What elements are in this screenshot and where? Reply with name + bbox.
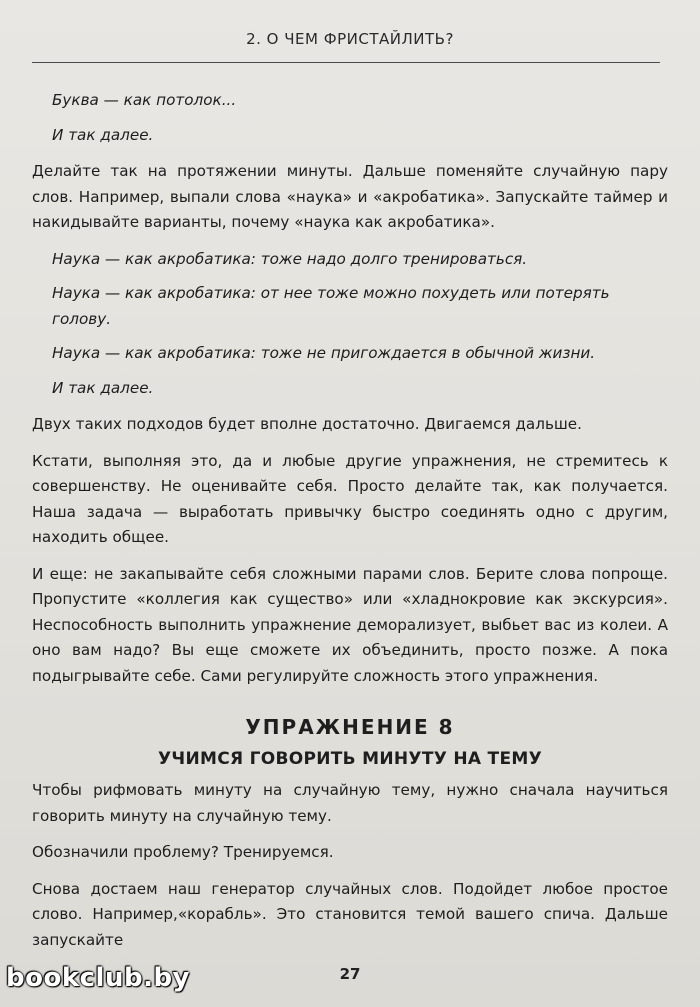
running-header: 2. О ЧЕМ ФРИСТАЙЛИТЬ? xyxy=(246,30,454,48)
example-line: И так далее. xyxy=(52,125,154,144)
example-line: Наука — как акробатика: от нее тоже можно похудеть или потерять голову. xyxy=(52,284,610,328)
example-line: И так далее. xyxy=(52,378,154,397)
paragraph: Чтобы рифмовать минуту на случайную тему, нужно сначала научиться говорить минуту на случайную тему. xyxy=(32,781,668,825)
example-line: Наука — как акробатика: тоже не пригождается в обычной жизни. xyxy=(52,344,596,362)
paragraph: Кстати, выполняя это, да и любые другие упражнения, не стремитесь к совершенству. Не оценивайте себя. Просто делайте так, как получается. Наша задача — выработать привычку быстро соединять одно с другим, находить общее. xyxy=(32,451,668,546)
page-content xyxy=(32,88,668,964)
watermark-logo: bookclub.by xyxy=(6,963,191,993)
paragraph: Двух таких подходов будет вполне достаточно. Двигаемся дальше. xyxy=(32,415,582,433)
example-line: Наука — как акробатика: тоже надо долго тренироваться. xyxy=(52,249,528,268)
paragraph: Снова достаем наш генератор случайных слов. Подойдет любое простое слово. Например,«корабль». Это становится темой вашего спича. Дальше запускайте xyxy=(32,879,668,949)
paragraph: Обозначили проблему? Тренируемся. xyxy=(32,843,334,861)
exercise-heading: УПРАЖНЕНИЕ 8 xyxy=(245,715,455,739)
page-number: 27 xyxy=(339,965,361,983)
paragraph: И еще: не закапывайте себя сложными парами слов. Берите слова попроще. Пропустите «коллегия как существо» или «хладнокровие как экскурсия». Неспособность выполнить упражнение деморализует, выбьет вас из колеи. А оно вам надо? Вы еще сможете их объединить, просто позже. А пока подыгрывайте себе. Сами регулируйте сложность этого упражнения. xyxy=(32,564,668,685)
exercise-subheading: УЧИМСЯ ГОВОРИТЬ МИНУТУ НА ТЕМУ xyxy=(158,748,542,769)
example-line: Буква — как потолок... xyxy=(52,91,237,109)
header-rule xyxy=(32,62,660,63)
paragraph: Делайте так на протяжении минуты. Дальше поменяйте случайную пару слов. Например, выпали слова «наука» и «акробатика». Запускайте таймер и накидывайте варианты, почему «наука как акробатика». xyxy=(32,162,668,231)
